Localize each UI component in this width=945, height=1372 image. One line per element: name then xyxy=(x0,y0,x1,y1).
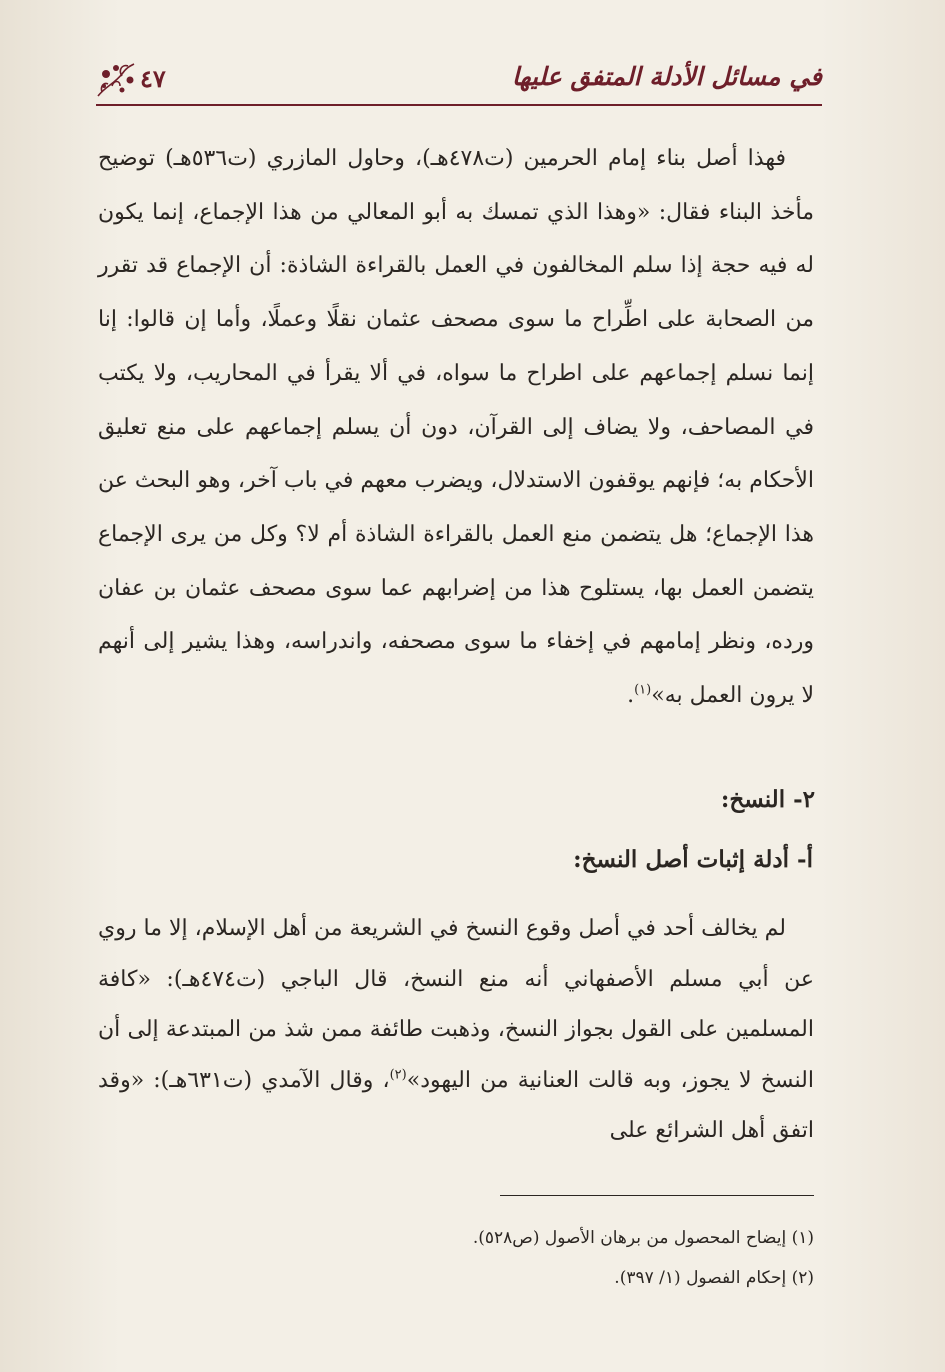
subsection-heading-adilla: أ- أدلة إثبات أصل النسخ: xyxy=(573,846,813,873)
floral-ornament-icon xyxy=(92,56,140,104)
main-paragraph xyxy=(98,132,814,723)
footnote-reference: (١) xyxy=(634,682,652,698)
section-heading-naskh: ٢- النسخ: xyxy=(720,786,815,813)
paragraph-end: . xyxy=(627,683,635,709)
footnote-separator xyxy=(500,1195,814,1196)
footnote-1: (١) إيضاح المحصول من برهان الأصول (ص٥٢٨). xyxy=(472,1228,814,1248)
paragraph-text-continued: ، وقال الآمدي (ت٦٣١هـ): «وقد اتفق أهل الشرائع على xyxy=(98,1067,814,1143)
footnote-reference: (٢) xyxy=(389,1067,407,1083)
running-title: في مسائل الأدلة المتفق عليها xyxy=(511,62,822,91)
paragraph-text: لم يخالف أحد في أصل وقوع النسخ في الشريعة من أهل الإسلام، إلا ما روي عن أبي مسلم الأصفهاني أنه منع النسخ، قال الباجي (ت٤٧٤هـ): «كافة المسلمين على القول بجواز النسخ، وذهبت طائفة ممن شذ من المبتدعة إلى أن النسخ لا يجوز، وبه قالت العنانية من اليهود» xyxy=(98,916,814,1093)
second-paragraph xyxy=(98,904,814,1157)
paragraph-text: فهذا أصل بناء إمام الحرمين (ت٤٧٨هـ)، وحاول المازري (ت٥٣٦هـ) توضيح مأخذ البناء فقال: «وهذا الذي تمسك به أبو المعالي من هذا الإجماع، إنما يكون له فيه حجة إذا سلم المخالفون في العمل بالقراءة الشاذة: أن الإجماع قد تقرر من الصحابة على اطِّراح ما سوى مصحف عثمان نقلًا وعملًا، وأما إن قالوا: إنا إنما نسلم إجماعهم على اطراح ما سواه، في ألا يقرأ في المحاريب، ولا يكتب في المصاحف، ولا يضاف إلى القرآن، دون أن يسلم إجماعهم على منع تعليق الأحكام به؛ فإنهم يوقفون الاستدلال، ويضرب معهم في باب آخر، وهو البحث عن هذا الإجماع؛ هل يتضمن منع العمل بالقراءة الشاذة أم لا؟ وكل من يرى الإجماع يتضمن العمل بها، يستلوح هذا من إضرابهم عما سوى مصحف عثمان بن عفان ورده، ونظر إمامهم في إخفاء ما سوى مصحفه، واندراسه، وهذا يشير إلى أنهم لا يرون العمل به» xyxy=(98,146,814,709)
footnote-2: (٢) إحكام الفصول (١/ ٣٩٧). xyxy=(614,1268,814,1288)
page-header xyxy=(92,56,822,104)
header-rule xyxy=(96,104,822,106)
page-number: ٤٧ xyxy=(140,64,166,93)
footnotes xyxy=(300,1218,814,1298)
